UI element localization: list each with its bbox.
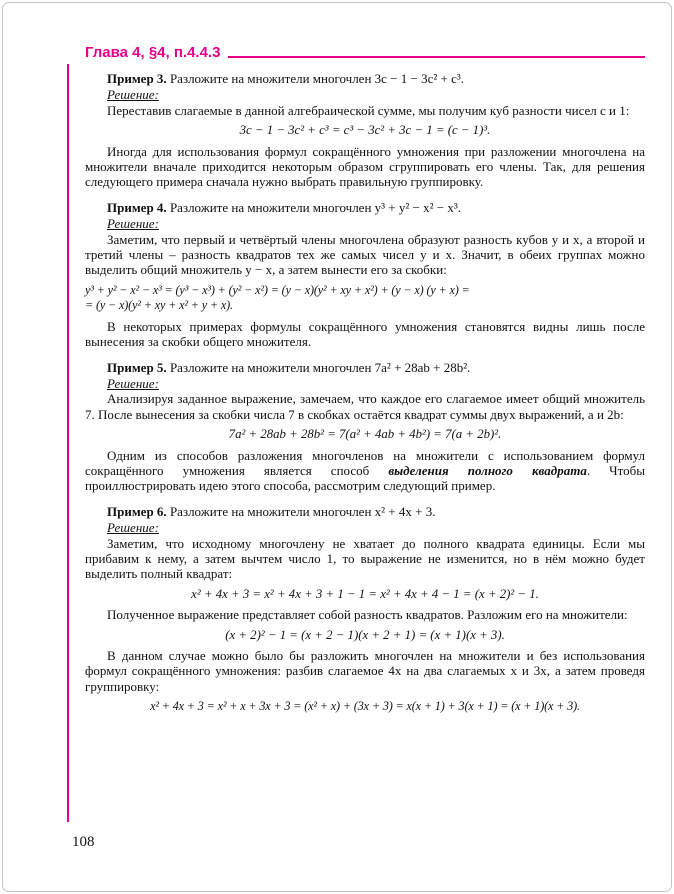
after-part-1: Одним из способов разложения многочленов на множители с использованием формул сокращённого умножения является способ [85,447,645,478]
example-6-formula-1: x² + 4x + 3 = x² + 4x + 3 + 1 − 1 = x² + 4x + 4 − 1 = (x + 2)² − 1. [191,586,539,601]
example-4-formula-line-2: = (y − x)(y² + xy + x² + y + x). [85,298,233,313]
example-4-intro: Заметим, что первый и четвёртый члены многочлена образуют разность кубов y и x, а второй и третий члены – разность квадратов тех же самых чисел y и x. Значит, в обеих группах можно выделить общий множитель y − x, а затем вынести его за скобки: [85,231,645,278]
example-6-paragraph-3: В данном случае можно было бы разложить многочлен на множители и без использования формул сокращённого умножения: разбив слагаемое 4x на два слагаемых x и 3x, а затем проведя группировку: [85,648,645,694]
example-5-formula: 7a² + 28ab + 28b² = 7(a² + 4ab + 4b²) = 7(a + 2b)². [228,427,502,442]
example-4-solution-label [85,216,645,231]
example-3-statement [85,71,645,86]
example-5-solution-label [85,376,645,391]
example-5-intro: Анализируя заданное выражение, замечаем, что каждое его слагаемое имеет общий множитель 7. После вынесения за скобки числа 7 в скобках остаётся квадрат суммы двух выражений, a и 2b: [85,391,645,422]
example-4-label: Пример 4. [107,199,167,215]
example-5-after [85,448,645,494]
example-3-formula: 3c − 1 − 3c² + c³ = c³ − 3c² + 3c − 1 = (c − 1)³. [239,123,491,138]
example-4-formula-line-1: y³ + y² − x² − x³ = (y³ − x³) + (y² − x²) = (y − x)(y² + xy + x²) + (y − x) (y + x) = [85,282,470,297]
example-6-formula-3: x² + 4x + 3 = x² + x + 3x + 3 = (x² + x) + (3x + 3) = x(x + 1) + 3(x + 1) = (x + 1)(x + 3). [150,699,580,714]
example-6-paragraph-2: Полученное выражение представляет собой разность квадратов. Разложим его на множители: [107,607,628,623]
example-3-after: Иногда для использования формул сокращённого умножения при разложении многочлена на множители вначале приходится некоторым образом сгруппировать его члены. Так, для решения следующего примера сначала нужно выбрать правильную группировку. [85,143,645,190]
solution-word: Решение: [107,87,159,103]
example-4-after: В некоторых примерах формулы сокращённого умножения становятся видны лишь после вынесения за скобки общего множителя. [85,318,645,350]
after-part-2: . Чтобы проиллюстрировать идею этого способа, рассмотрим следующий пример. [85,462,645,494]
example-5-label: Пример 5. [107,359,167,375]
full-square-emphasis: выделения полного квадрата [388,462,587,478]
example-4-formula [85,283,645,314]
heading-rule [228,56,645,58]
page-number: 108 [72,834,95,850]
solution-word: Решение: [107,375,159,391]
example-3-label: Пример 3. [107,71,167,86]
page-content [85,44,645,720]
solution-word: Решение: [107,520,159,536]
example-6-formula-2: (x + 2)² − 1 = (x + 2 − 1)(x + 2 + 1) = (x + 1)(x + 3). [225,627,505,642]
example-6-solution-label [85,520,645,535]
left-accent-rule [67,64,69,822]
example-6-text: Разложите на множители многочлен x² + 4x + 3. [166,503,436,519]
example-6-intro: Заметим, что исходному многочлену не хватает до полного квадрата единицы. Если мы прибавим к нему, а затем вычтем число 1, то выражение не изменится, но в нём можно будет выделить полный квадрат: [85,535,645,582]
example-5-statement [85,360,645,375]
example-3-text: Разложите на множители многочлен 3c − 1 − 3c² + c³. [166,71,465,86]
example-5-text: Разложите на множители многочлен 7a² + 28ab + 28b². [166,359,471,375]
chapter-heading [85,44,645,61]
example-3-solution-label [85,87,645,102]
example-6-statement [85,504,645,519]
chapter-title: Глава 4, §4, п.4.4.3 [85,44,221,61]
example-4-text: Разложите на множители многочлен y³ + y² − x² − x³. [166,199,461,215]
example-4-statement [85,200,645,215]
solution-word: Решение: [107,216,159,232]
example-3-intro: Переставив слагаемые в данной алгебраической сумме, мы получим куб разности чисел c и 1: [107,102,630,118]
example-6-label: Пример 6. [107,503,167,519]
